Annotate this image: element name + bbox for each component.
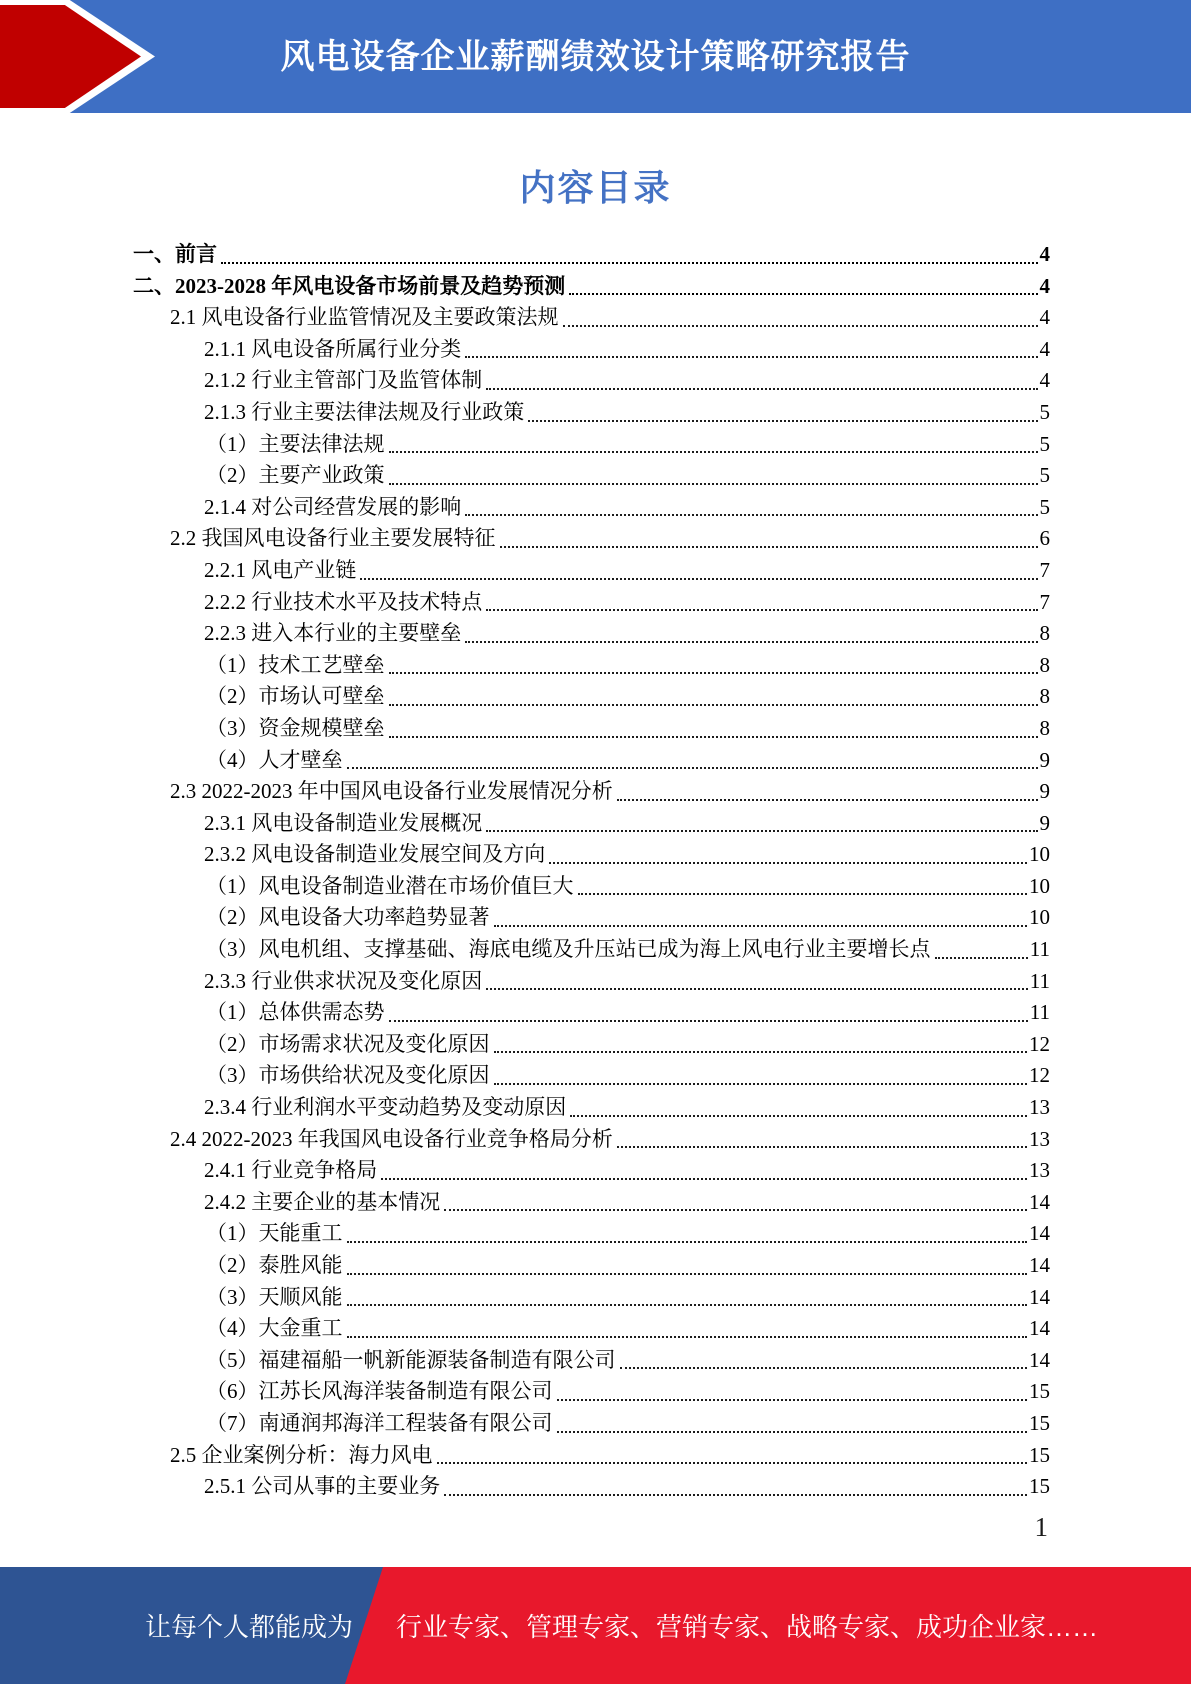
dot-leader [617, 1146, 1027, 1148]
toc-entry-label: 2.4 2022-2023 年我国风电设备行业竞争格局分析 [170, 1126, 613, 1151]
toc-entry-label: 2.5.1 公司从事的主要业务 [204, 1474, 441, 1499]
toc-page-number: 11 [1029, 1000, 1050, 1025]
toc-entry-label: 2.3.3 行业供求状况及变化原因 [204, 968, 483, 993]
toc-entry-label: 2.2.1 风电产业链 [204, 557, 357, 582]
dot-leader [578, 893, 1028, 895]
dot-leader [347, 1273, 1028, 1275]
toc-page-number: 7 [1039, 589, 1050, 614]
toc-page-number: 4 [1039, 242, 1050, 266]
toc-entry-label: （2）风电设备大功率趋势显著 [206, 905, 490, 930]
toc-page-number: 15 [1029, 1379, 1050, 1404]
toc-entry-label: 一、前言 [133, 242, 217, 266]
dot-leader [557, 1431, 1028, 1433]
toc-page-number: 4 [1039, 273, 1050, 298]
toc-page-number: 15 [1029, 1410, 1050, 1435]
toc-entry [133, 1345, 1050, 1377]
toc-entry [133, 1124, 1050, 1156]
toc-entry [133, 871, 1050, 903]
dot-leader [444, 1494, 1027, 1496]
dot-leader [347, 1336, 1028, 1338]
toc-entry-label: 2.1.3 行业主要法律法规及行业政策 [204, 399, 525, 424]
toc-entry-label: （1）技术工艺壁垒 [206, 652, 385, 677]
toc-page-number: 9 [1039, 747, 1050, 772]
dot-leader [563, 325, 1038, 327]
dot-leader [935, 957, 1028, 959]
dot-leader [444, 1209, 1027, 1211]
toc-entry-label: 2.4.1 行业竞争格局 [204, 1158, 378, 1183]
toc-entry [133, 365, 1050, 397]
toc-entry-label: 2.3 2022-2023 年中国风电设备行业发展情况分析 [170, 779, 613, 804]
dot-leader [389, 451, 1038, 453]
toc-entry [133, 776, 1050, 808]
toc-page-number: 13 [1029, 1158, 1050, 1183]
toc-entry [133, 1376, 1050, 1408]
toc-entry-label: （1）风电设备制造业潜在市场价值巨大 [206, 873, 574, 898]
toc-entry [133, 1218, 1050, 1250]
dot-leader [500, 546, 1038, 548]
footer-slogan-right: 行业专家、管理专家、营销专家、战略专家、成功企业家…… [396, 1612, 1099, 1642]
report-title: 风电设备企业薪酬绩效设计策略研究报告 [280, 37, 911, 76]
footer-band [0, 1567, 1191, 1684]
toc-entry-label: 二、2023-2028 年风电设备市场前景及趋势预测 [133, 273, 566, 298]
dot-leader [347, 1304, 1028, 1306]
toc-entry-label: 2.1.1 风电设备所属行业分类 [204, 336, 462, 361]
toc-entry-label: （3）风电机组、支撑基础、海底电缆及升压站已成为海上风电行业主要增长点 [206, 937, 931, 962]
toc-entry [133, 239, 1050, 271]
toc-page-number: 9 [1039, 779, 1050, 804]
dot-leader [486, 830, 1037, 832]
toc-entry [133, 997, 1050, 1029]
toc-entry [133, 902, 1050, 934]
toc-entry [133, 1250, 1050, 1282]
dot-leader [347, 1241, 1028, 1243]
toc-page-number: 9 [1039, 810, 1050, 835]
dot-leader [437, 1462, 1028, 1464]
dot-leader [617, 799, 1038, 801]
toc-entry-label: （2）市场认可壁垒 [206, 684, 385, 709]
dot-leader [528, 420, 1037, 422]
dot-leader [465, 514, 1037, 516]
toc-entry-label: （1）总体供需态势 [206, 1000, 385, 1025]
dot-leader [494, 1083, 1028, 1085]
toc-entry [133, 713, 1050, 745]
toc-entry [133, 681, 1050, 713]
toc-page-number: 15 [1029, 1442, 1050, 1467]
toc-entry [133, 460, 1050, 492]
toc-entry [133, 1092, 1050, 1124]
toc-entry-label: （4）大金重工 [206, 1316, 343, 1341]
toc-entry [133, 555, 1050, 587]
dot-leader [557, 1399, 1028, 1401]
header-band [0, 0, 1191, 113]
toc-entry [133, 808, 1050, 840]
toc-entry [133, 1440, 1050, 1472]
toc-entry-label: （2）市场需求状况及变化原因 [206, 1031, 490, 1056]
toc-entry-label: 2.2 我国风电设备行业主要发展特征 [170, 526, 496, 551]
toc-entry [133, 1471, 1050, 1503]
toc-entry-label: 2.4.2 主要企业的基本情况 [204, 1189, 441, 1214]
dot-leader [465, 356, 1037, 358]
toc-entry-label: 2.3.1 风电设备制造业发展概况 [204, 810, 483, 835]
toc-entry [133, 1408, 1050, 1440]
dot-leader [486, 388, 1037, 390]
toc-page-number: 8 [1039, 684, 1050, 709]
dot-leader [494, 1051, 1028, 1053]
dot-leader [389, 736, 1038, 738]
toc-page-number: 13 [1029, 1126, 1050, 1151]
toc-title: 内容目录 [519, 168, 672, 208]
toc-entry-label: 2.3.2 风电设备制造业发展空间及方向 [204, 842, 546, 867]
dot-leader [347, 767, 1038, 769]
toc-entry-label: 2.2.2 行业技术水平及技术特点 [204, 589, 483, 614]
dot-leader [620, 1367, 1028, 1369]
dot-leader [389, 672, 1038, 674]
toc-page-number: 14 [1029, 1284, 1050, 1309]
toc-page-number: 14 [1029, 1221, 1050, 1246]
toc-entry [133, 1029, 1050, 1061]
toc-entry [133, 839, 1050, 871]
toc-entry-label: 2.1.2 行业主管部门及监管体制 [204, 368, 483, 393]
toc-page-number: 4 [1039, 368, 1050, 393]
page-number: 1 [1034, 1512, 1048, 1542]
toc-page-number: 11 [1029, 937, 1050, 962]
toc-entry-label: 2.3.4 行业利润水平变动趋势及变动原因 [204, 1095, 567, 1120]
dot-leader [381, 1178, 1027, 1180]
toc-list [133, 239, 1050, 1503]
toc-entry [133, 523, 1050, 555]
toc-entry-label: （5）福建福船一帆新能源装备制造有限公司 [206, 1347, 616, 1372]
toc-entry [133, 1313, 1050, 1345]
toc-page-number: 12 [1029, 1063, 1050, 1088]
toc-entry [133, 1282, 1050, 1314]
toc-page-number: 5 [1039, 399, 1050, 424]
toc-entry-label: （6）江苏长风海洋装备制造有限公司 [206, 1379, 553, 1404]
toc-entry-label: （2）主要产业政策 [206, 463, 385, 488]
toc-page-number: 8 [1039, 621, 1050, 646]
dot-leader [486, 609, 1037, 611]
toc-page-number: 14 [1029, 1253, 1050, 1277]
toc-entry [133, 745, 1050, 777]
toc-entry-label: （2）泰胜风能 [206, 1253, 343, 1277]
toc-page-number: 4 [1039, 305, 1050, 330]
toc-page-number: 10 [1029, 905, 1050, 930]
dot-leader [360, 578, 1037, 580]
toc-page-number: 6 [1039, 526, 1050, 551]
dot-leader [221, 262, 1038, 264]
dot-leader [570, 1115, 1027, 1117]
toc-page-number: 10 [1029, 873, 1050, 898]
toc-page-number: 5 [1039, 463, 1050, 488]
toc-page-number: 15 [1029, 1474, 1050, 1499]
toc-entry [133, 1187, 1050, 1219]
toc-page-number: 8 [1039, 715, 1050, 740]
dot-leader [569, 293, 1037, 295]
toc-entry-label: （7）南通润邦海洋工程装备有限公司 [206, 1410, 553, 1435]
toc-page-number: 13 [1029, 1095, 1050, 1120]
footer-slogan-left: 让每个人都能成为 [145, 1612, 354, 1642]
toc-entry-label: 2.1 风电设备行业监管情况及主要政策法规 [170, 305, 559, 330]
toc-entry [133, 492, 1050, 524]
toc-entry-label: （3）资金规模壁垒 [206, 715, 385, 740]
dot-leader [486, 988, 1028, 990]
toc-page-number: 7 [1039, 557, 1050, 582]
toc-page-number: 10 [1029, 842, 1050, 867]
toc-page-number: 14 [1029, 1189, 1050, 1214]
toc-entry [133, 1060, 1050, 1092]
dot-leader [389, 704, 1038, 706]
toc-page-number: 5 [1039, 431, 1050, 456]
toc-page-number: 4 [1039, 336, 1050, 361]
toc-entry-label: （1）主要法律法规 [206, 431, 385, 456]
toc-entry [133, 650, 1050, 682]
toc-page-number: 14 [1029, 1316, 1050, 1341]
toc-page-number: 12 [1029, 1031, 1050, 1056]
dot-leader [389, 1020, 1028, 1022]
toc-entry [133, 429, 1050, 461]
toc-page-number: 5 [1039, 494, 1050, 519]
toc-page-number: 14 [1029, 1347, 1050, 1372]
toc-entry-label: （3）天顺风能 [206, 1284, 343, 1309]
toc-entry [133, 618, 1050, 650]
dot-leader [549, 862, 1027, 864]
toc-entry-label: （3）市场供给状况及变化原因 [206, 1063, 490, 1088]
toc-entry [133, 302, 1050, 334]
toc-page-number: 8 [1039, 652, 1050, 677]
toc-entry [133, 934, 1050, 966]
toc-entry [133, 587, 1050, 619]
toc-page-number: 11 [1029, 968, 1050, 993]
dot-leader [389, 483, 1038, 485]
toc-entry-label: 2.5 企业案例分析：海力风电 [170, 1442, 433, 1467]
toc-entry [133, 271, 1050, 303]
toc-entry [133, 397, 1050, 429]
toc-entry [133, 966, 1050, 998]
toc-entry [133, 334, 1050, 366]
toc-entry-label: 2.2.3 进入本行业的主要壁垒 [204, 621, 462, 646]
toc-entry-label: （4）人才壁垒 [206, 747, 343, 772]
toc-entry-label: 2.1.4 对公司经营发展的影响 [204, 494, 462, 519]
dot-leader [465, 641, 1037, 643]
dot-leader [494, 925, 1028, 927]
toc-entry-label: （1）天能重工 [206, 1221, 343, 1246]
toc-entry [133, 1155, 1050, 1187]
